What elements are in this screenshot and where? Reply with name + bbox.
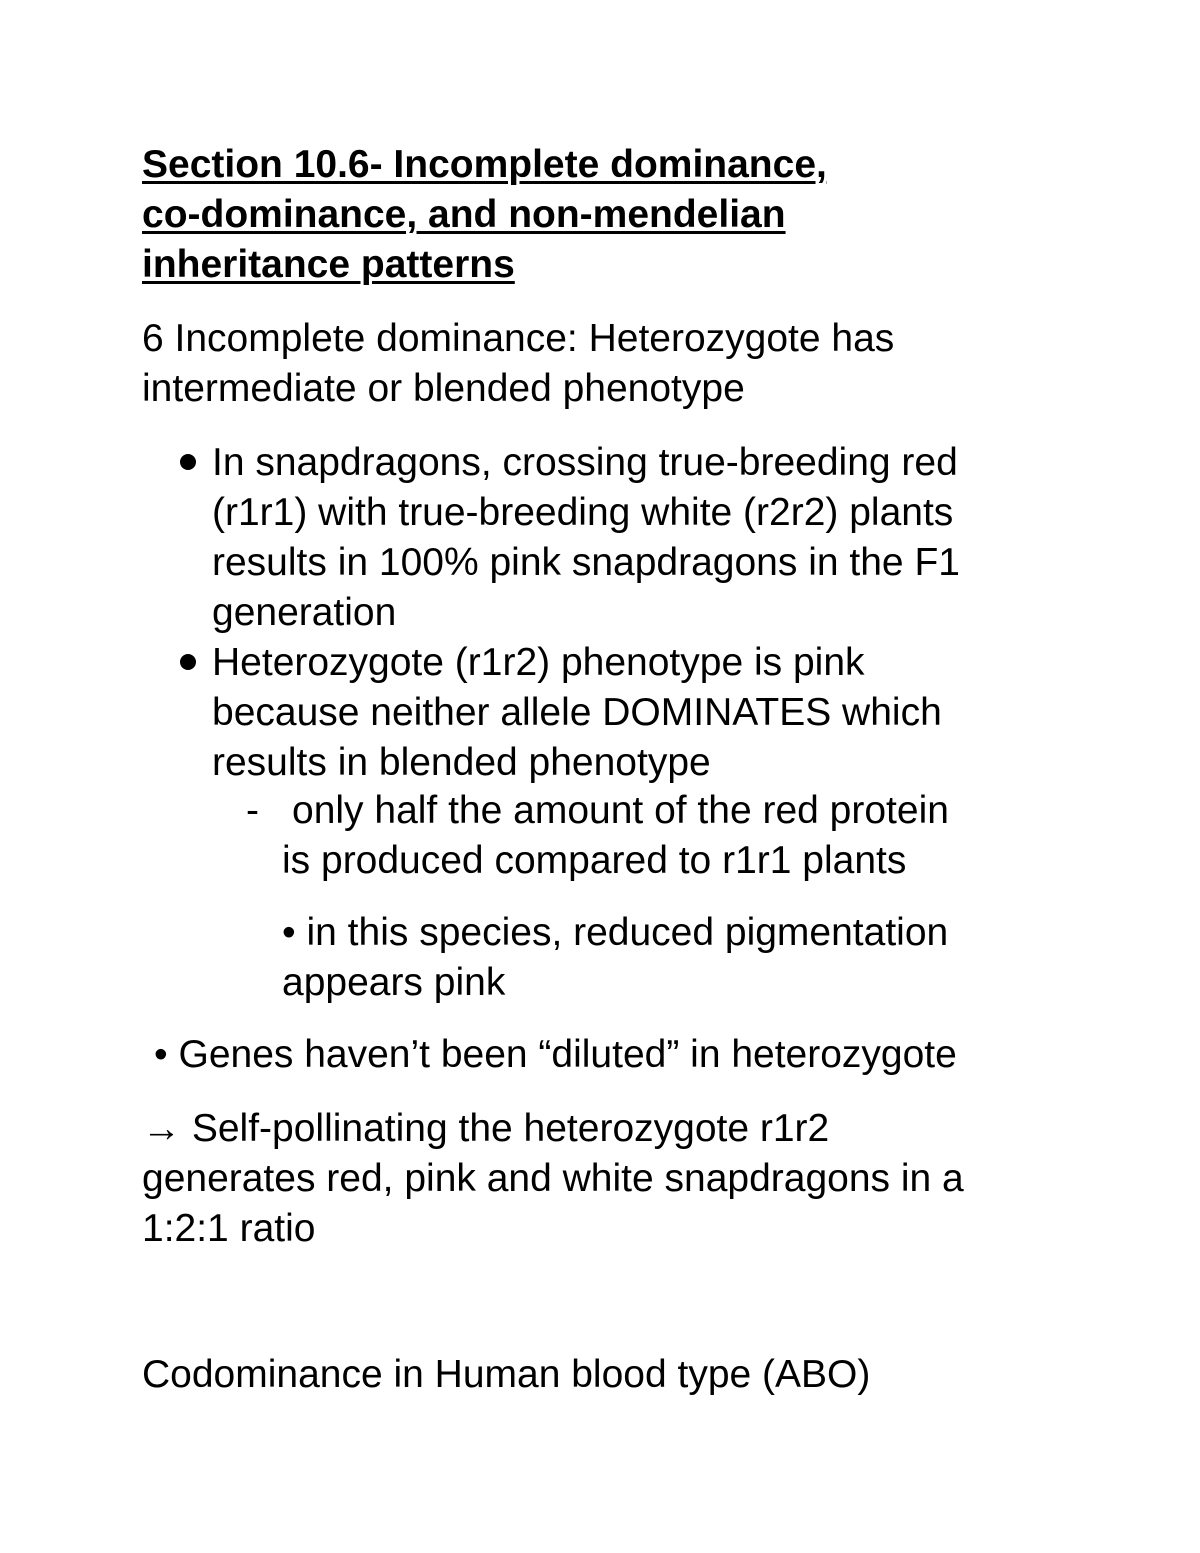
bullet-dot-icon xyxy=(180,654,196,670)
incomplete-dominance-definition xyxy=(142,314,1142,414)
section-title-line: Section 10.6- Incomplete dominance, xyxy=(142,143,827,186)
sub-point-line: is produced compared to r1r1 plants xyxy=(282,839,907,882)
sub-sub-point-line: appears pink xyxy=(282,961,506,1004)
bullet-line: In snapdragons, crossing true-breeding red xyxy=(212,441,958,484)
paragraph-line: → Self-pollinating the heterozygote r1r2 xyxy=(142,1107,830,1150)
bullet-list xyxy=(142,438,1142,788)
sub-point-line: only half the amount of the red protein xyxy=(292,789,949,832)
bullet-line: because neither allele DOMINATES which xyxy=(212,691,942,734)
bullet-line: (r1r1) with true-breeding white (r2r2) plants xyxy=(212,491,954,534)
bullet-item-heterozygote xyxy=(142,638,1142,788)
dash-marker: - xyxy=(246,789,259,832)
bullet-dot-icon xyxy=(180,454,196,470)
self-pollination-paragraph xyxy=(142,1104,1142,1254)
bullet-line: generation xyxy=(212,591,397,634)
bullet-line: results in blended phenotype xyxy=(212,741,711,784)
paragraph-line: generates red, pink and white snapdragons in a xyxy=(142,1157,964,1200)
definition-line: 6 Incomplete dominance: Heterozygote has xyxy=(142,317,895,360)
paragraph-line: 1:2:1 ratio xyxy=(142,1207,316,1250)
section-title-line: co-dominance, and non-mendelian xyxy=(142,193,786,236)
codominance-heading: Codominance in Human blood type (ABO) xyxy=(142,1353,871,1396)
sub-sub-point-line: • in this species, reduced pigmentation xyxy=(282,911,949,954)
section-title-line: inheritance patterns xyxy=(142,243,515,286)
bullet-item-snapdragons xyxy=(142,438,1142,638)
bullet-line: results in 100% pink snapdragons in the F1 xyxy=(212,541,960,584)
sub-sub-point-pigmentation xyxy=(282,908,1142,1008)
genes-note: • Genes haven’t been “diluted” in heterozygote xyxy=(154,1033,957,1076)
bullet-line: Heterozygote (r1r2) phenotype is pink xyxy=(212,641,865,684)
section-title xyxy=(142,140,1042,290)
sub-point-red-protein xyxy=(142,786,1142,886)
definition-line: intermediate or blended phenotype xyxy=(142,367,745,410)
